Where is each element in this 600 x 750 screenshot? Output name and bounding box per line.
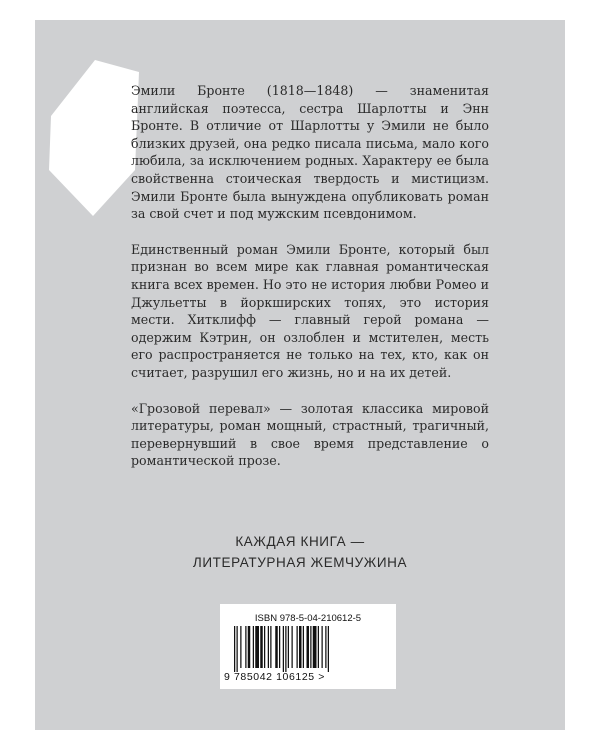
barcode-bar: [297, 626, 298, 668]
barcode-bar: [264, 626, 265, 668]
barcode-bar: [270, 626, 271, 668]
barcode-bar: [288, 626, 289, 668]
barcode-bar: [260, 626, 263, 668]
barcode-bar: [279, 626, 280, 668]
annotation-text: [131, 82, 489, 488]
barcode-bar: [325, 626, 326, 668]
barcode-bar: [240, 626, 241, 668]
barcode-bar: [285, 626, 286, 672]
barcode-bar: [307, 626, 310, 668]
barcode-bar: [322, 626, 323, 668]
slogan-line-1: КАЖДАЯ КНИГА —: [235, 534, 365, 549]
barcode-bar: [310, 626, 311, 668]
annotation-paragraph-plot: Единственный роман Эмили Бронте, который был признан во всем мире как главная романтическая книга всех времен. Но это не история любви Ромео и Джульетты в йоркширских топях, это история мести. Хитклифф — главный герой романа — одержим Кэтрин, он озлоблен и мстителен, месть его распространяется не только на тех, кто, как он считает, разрушил его жизнь, но и на их детей.: [131, 241, 489, 380]
annotation-paragraph-author: Эмили Бронте (1818—1848) — знаменитая английская поэтесса, сестра Шарлотты и Энн Бронте. В отличие от Шарлотты у Эмили не было близких друзей, она редко писала письма, мало кого любила, за исключением родных. Характеру ее была свойственна стоическая твердость и мистицизм. Эмили Бронте была вынуждена опубликовать роман за свой счет и под мужским псевдонимом.: [131, 83, 489, 222]
barcode-bar: [245, 626, 246, 668]
barcode-bar: [248, 626, 251, 668]
barcode-bar: [237, 626, 238, 672]
annotation-paragraph-classic: «Грозовой перевал» — золотая классика мировой литературы, роман мощный, страстный, трагичный, перевернувший в свое время представление о романтической прозе.: [131, 400, 489, 469]
barcode-bar: [292, 626, 293, 668]
barcode-bar: [234, 626, 235, 672]
barcode-bar: [253, 626, 254, 668]
barcode-bars: [234, 626, 384, 672]
barcode-bar: [299, 626, 302, 668]
barcode-bar: [275, 626, 278, 668]
slogan-line-2: ЛИТЕРАТУРНАЯ ЖЕМЧУЖИНА: [192, 555, 408, 570]
barcode-digits: 9 785042 106125 >: [224, 671, 325, 683]
barcode-bar: [313, 626, 317, 668]
back-cover: [35, 20, 565, 730]
series-slogan: [35, 531, 565, 573]
barcode-bar: [318, 626, 319, 668]
barcode-bar: [283, 626, 284, 672]
barcode-bar: [328, 626, 329, 672]
isbn-label: ISBN 978-5-04-210612-5: [254, 613, 362, 624]
barcode-bar: [255, 626, 259, 668]
barcode-bar: [268, 626, 269, 668]
barcode-bar: [303, 626, 304, 668]
barcode-box: [220, 604, 396, 689]
